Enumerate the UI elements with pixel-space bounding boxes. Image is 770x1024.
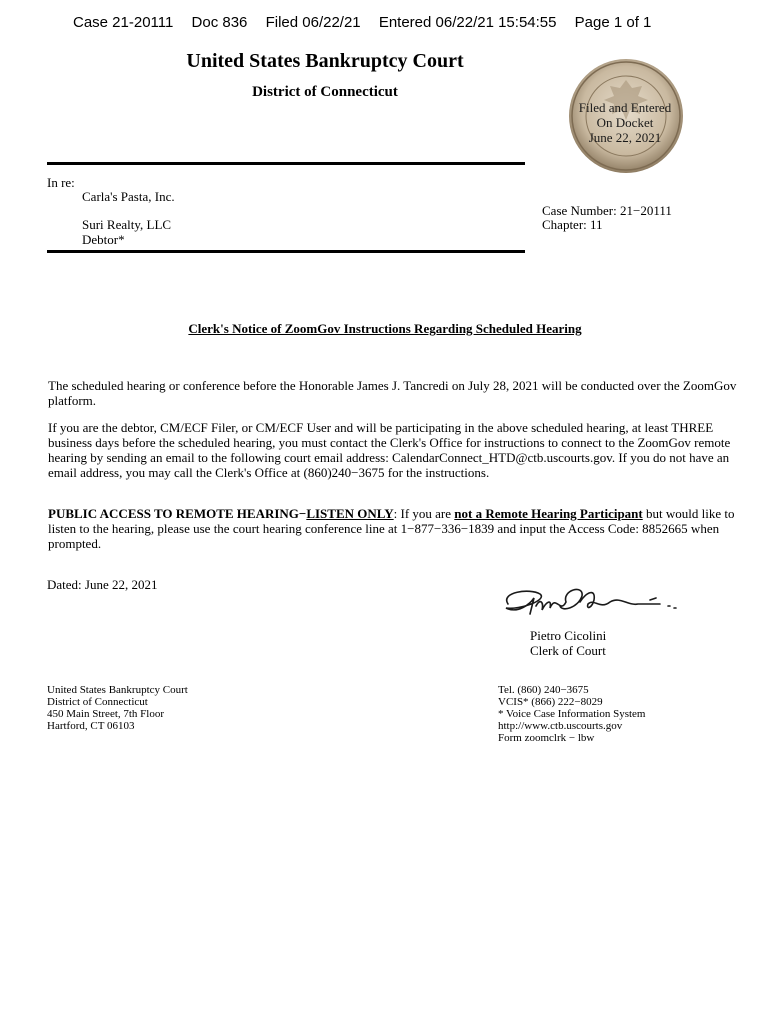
- footer-contact-line: Tel. (860) 240−3675: [498, 684, 589, 696]
- footer-address-line: Hartford, CT 06103: [47, 720, 135, 732]
- case-number: Case Number: 21−20111: [542, 203, 672, 218]
- paragraph-text: : If you are: [393, 506, 455, 521]
- notice-paragraph: If you are the debtor, CM/ECF Filer, or CM/ECF User and will be participating in the above scheduled hearing, at least THREE business days before the scheduled hearing, you must contact the Clerk's Office for instructions to connect to the ZoomGov remote hearing by sending an email to the following court email address: CalendarConnect_HTD@ctb.uscourts.gov. If you do not have an email address, you may call the Clerk's Office at (860)240−3675 for the instructions.: [48, 420, 731, 480]
- footer-form-id: Form zoomclrk − lbw: [498, 732, 595, 744]
- dated-line: Dated: June 22, 2021: [47, 577, 158, 592]
- footer-contact-line: * Voice Case Information System: [498, 708, 646, 720]
- party-role: Debtor*: [82, 232, 125, 247]
- seal-stamp-text: [560, 100, 690, 145]
- doc-number-header: Doc 836: [191, 14, 248, 31]
- paragraph-text: but would like to listen to the hearing, please use the court hearing conference line at 1−877−336−1839 and input the Access Code: 8852665 when prompted.: [48, 506, 735, 551]
- public-access-heading: PUBLIC ACCESS TO REMOTE HEARING−: [48, 506, 307, 521]
- docket-header: [73, 14, 665, 31]
- seal-line-filed: Filed and Entered: [578, 100, 672, 115]
- caption-top-rule: [47, 162, 525, 165]
- seal-line-docket: On Docket: [596, 115, 654, 130]
- footer-website-link[interactable]: http://www.ctb.uscourts.gov: [498, 720, 623, 732]
- court-district: District of Connecticut: [252, 84, 398, 100]
- notice-title: Clerk's Notice of ZoomGov Instructions Regarding Scheduled Hearing: [188, 321, 582, 336]
- filed-date-header: Filed 06/22/21: [265, 14, 361, 31]
- party-name: Suri Realty, LLC: [82, 217, 172, 232]
- court-title: United States Bankruptcy Court: [186, 50, 464, 72]
- notice-paragraph: The scheduled hearing or conference before the Honorable James J. Tancredi on July 28, 2021 will be conducted over the ZoomGov platform.: [48, 378, 737, 408]
- caption-bottom-rule: [47, 250, 525, 253]
- footer-address-line: District of Connecticut: [47, 696, 148, 708]
- case-number-header: Case 21-20111: [73, 14, 174, 31]
- public-access-paragraph: [48, 506, 738, 551]
- entered-date-header: Entered 06/22/21 15:54:55: [378, 14, 557, 31]
- listen-only-label: LISTEN ONLY: [306, 506, 394, 521]
- page-count-header: Page 1 of 1: [574, 14, 652, 31]
- clerk-title: Clerk of Court: [530, 643, 606, 658]
- chapter: Chapter: 11: [542, 217, 603, 232]
- in-re-label: In re:: [47, 175, 75, 190]
- footer-contact-line: VCIS* (866) 222−8029: [498, 696, 603, 708]
- handwritten-signature-icon: [500, 584, 680, 630]
- footer-address-line: 450 Main Street, 7th Floor: [47, 708, 165, 720]
- party-name: Carla's Pasta, Inc.: [82, 189, 175, 204]
- seal-line-date: June 22, 2021: [588, 130, 662, 145]
- not-participant-label: not a Remote Hearing Participant: [454, 506, 643, 521]
- footer-address-line: United States Bankruptcy Court: [47, 684, 188, 696]
- clerk-name: Pietro Cicolini: [530, 628, 607, 643]
